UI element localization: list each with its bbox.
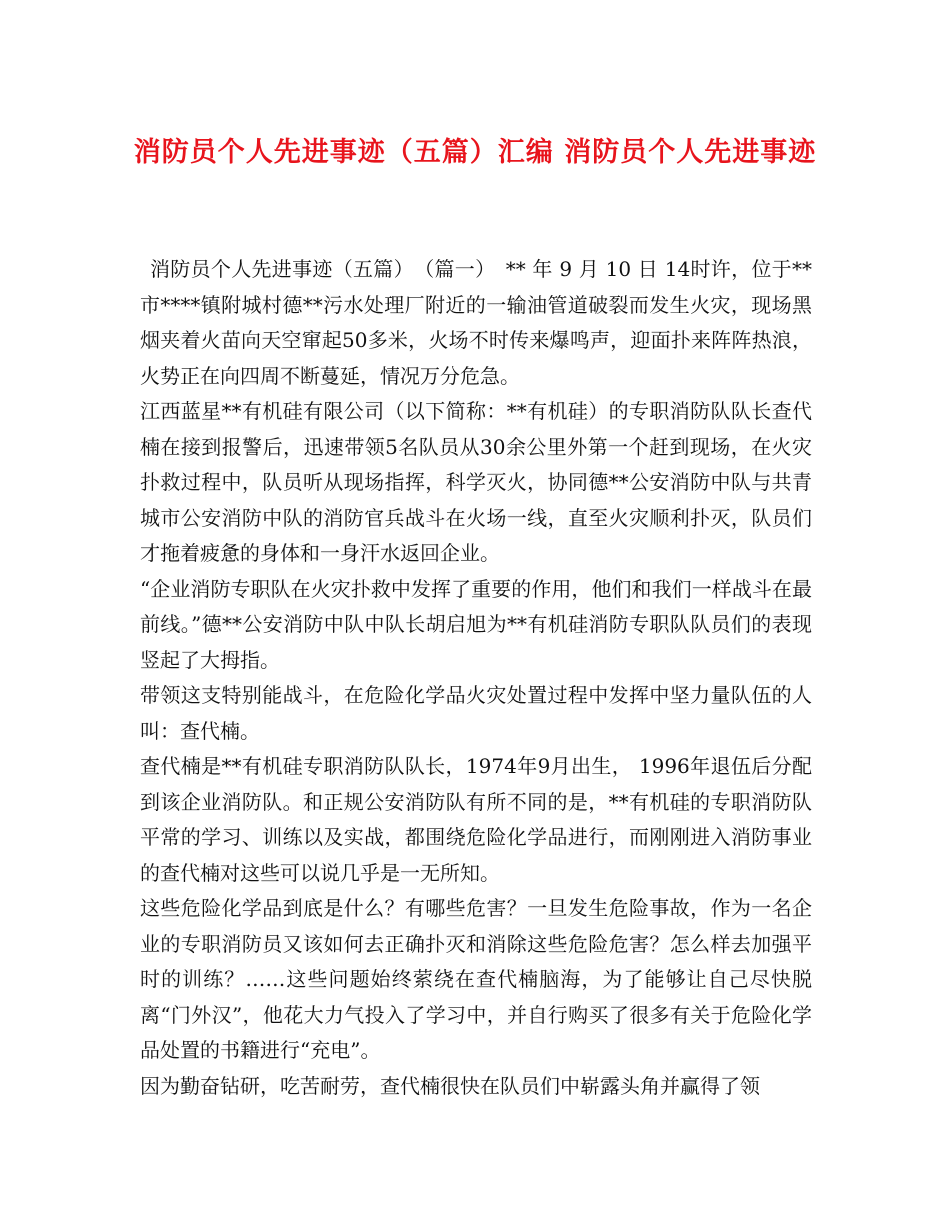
paragraph-1: 消防员个人先进事迹（五篇） （篇一） ** 年 9 月 10 日 14时许，位于**市****镇附城村德**污水处理厂附近的一输油管道破裂而发生火灾，现场黑烟夹着火苗向天空窜起50多米，火场不时传来爆鸣声，迎面扑来阵阵热浪，火势正在向四周不断蔓延，情况万分危急。 <box>140 257 812 388</box>
paragraph-2: 江西蓝星**有机硅有限公司（以下简称：**有机硅）的专职消防队队长查代楠在接到报警后，迅速带领5名队员从30余公里外第一个赶到现场，在火灾扑救过程中，队员听从现场指挥，科学灭火，协同德**公安消防中队与共青城市公安消防中队的消防官兵战斗在火场一线，直至火灾顺利扑灭，队员们才拖着疲惫的身体和一身汗水返回企业。 <box>140 399 812 565</box>
document-title: 消防员个人先进事迹（五篇）汇编 消防员个人先进事迹 <box>133 137 817 168</box>
paragraph-4: 带领这支特别能战斗，在危险化学品火灾处置过程中发挥中坚力量队伍的人叫：查代楠。 <box>140 683 812 743</box>
paragraph-7: 因为勤奋钻研，吃苦耐劳，查代楠很快在队员们中崭露头角并赢得了领 <box>140 1073 760 1098</box>
paragraph-6: 这些危险化学品到底是什么？有哪些危害？一旦发生危险事故，作为一名企业的专职消防员又该如何去正确扑灭和消除这些危险危害？怎么样去加强平时的训练？……这些问题始终萦绕在查代楠脑海，为了能够让自己尽快脱离“门外汉”，他花大力气投入了学习中，并自行购买了很多有关于危险化学品处置的书籍进行“充电”。 <box>140 896 812 1062</box>
paragraph-3: “企业消防专职队在火灾扑救中发挥了重要的作用，他们和我们一样战斗在最前线。”德**公安消防中队中队长胡启旭为**有机硅消防专职队队员们的表现竖起了大拇指。 <box>140 576 812 672</box>
paragraph-5: 查代楠是**有机硅专职消防队队长，1974年9月出生， 1996年退伍后分配到该企业消防队。和正规公安消防队有所不同的是，**有机硅的专职消防队平常的学习、训练以及实战，都围绕危险化学品进行，而刚刚进入消防事业的查代楠对这些可以说几乎是一无所知。 <box>140 754 812 885</box>
document-body <box>140 252 812 1104</box>
